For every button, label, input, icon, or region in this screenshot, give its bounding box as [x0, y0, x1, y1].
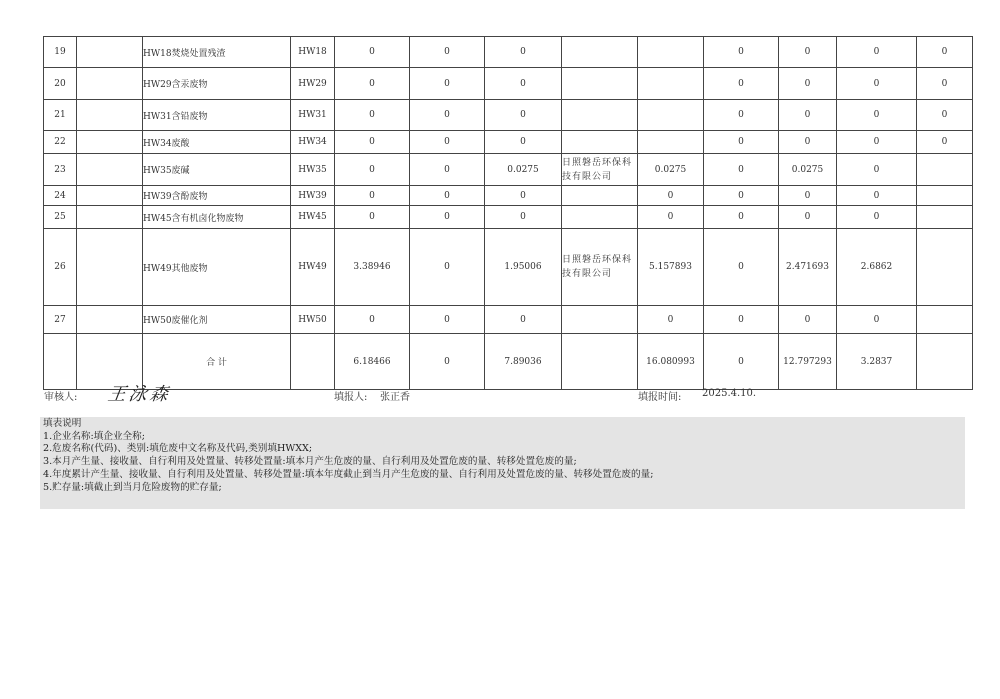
filler-label: 填报人:	[334, 392, 368, 403]
cell-value: 0	[485, 306, 562, 334]
cell-value: 0	[837, 131, 917, 154]
cell-value: 0	[410, 100, 485, 131]
row-number: 20	[44, 68, 77, 100]
cell-value: 0	[917, 37, 973, 68]
waste-code: HW35	[291, 154, 335, 186]
cell-value: 0	[779, 306, 837, 334]
cell-value: 0.0275	[779, 154, 837, 186]
instruction-item: 5.贮存量:填截止到当月危险废物的贮存量;	[43, 481, 222, 493]
waste-name: HW31含铅废物	[143, 100, 291, 131]
waste-code: HW39	[291, 186, 335, 206]
waste-name: HW29含汞废物	[143, 68, 291, 100]
total-value: 3.2837	[837, 334, 917, 390]
cell-value: 0	[917, 68, 973, 100]
cell-value: 0	[485, 131, 562, 154]
cell-value: 0	[779, 68, 837, 100]
cell-value: 0	[779, 131, 837, 154]
cell-value: 0	[335, 100, 410, 131]
cell-value: 0.0275	[485, 154, 562, 186]
waste-name: HW45含有机卤化物废物	[143, 206, 291, 229]
row-number: 24	[44, 186, 77, 206]
cell-value: 0	[485, 100, 562, 131]
cell-value: 0	[410, 206, 485, 229]
cell-value: 0	[335, 68, 410, 100]
row-number: 27	[44, 306, 77, 334]
disposal-unit	[562, 306, 638, 334]
cell-value: 0	[410, 306, 485, 334]
cell-value: 0	[410, 229, 485, 306]
row-number: 23	[44, 154, 77, 186]
cell-value: 0	[335, 37, 410, 68]
instruction-item: 2.危废名称(代码)、类别:填危废中文名称及代码,类别填HWXX;	[43, 443, 313, 455]
table-row	[44, 100, 973, 131]
cell-value: 0	[485, 186, 562, 206]
cell-value: 0	[837, 37, 917, 68]
cell-value: 0	[638, 186, 704, 206]
table-row	[44, 186, 973, 206]
cell-value: 5.157893	[638, 229, 704, 306]
cell-value: 0	[704, 154, 779, 186]
cell-value: 0	[335, 306, 410, 334]
waste-name: HW50废催化剂	[143, 306, 291, 334]
cell-value: 0	[837, 206, 917, 229]
total-value: 0	[410, 334, 485, 390]
total-value: 7.89036	[485, 334, 562, 390]
waste-code: HW31	[291, 100, 335, 131]
cell-value: 0	[779, 206, 837, 229]
cell-value: 0	[410, 37, 485, 68]
total-label: 合 计	[143, 334, 291, 390]
total-value: 6.18466	[335, 334, 410, 390]
waste-code: HW34	[291, 131, 335, 154]
waste-name: HW34废酸	[143, 131, 291, 154]
disposal-unit	[562, 131, 638, 154]
waste-table	[43, 36, 973, 390]
disposal-unit	[562, 186, 638, 206]
cell-value: 0	[410, 68, 485, 100]
total-value: 16.080993	[638, 334, 704, 390]
cell-value: 0	[704, 68, 779, 100]
cell-value: 0	[779, 100, 837, 131]
cell-value: 0	[485, 68, 562, 100]
cell-value: 0	[837, 306, 917, 334]
cell-value: 0	[704, 306, 779, 334]
cell-value: 0	[837, 186, 917, 206]
cell-value: 0	[335, 154, 410, 186]
disposal-unit	[562, 68, 638, 100]
cell-value: 0	[704, 37, 779, 68]
cell-value: 0	[837, 100, 917, 131]
cell-value: 0	[410, 154, 485, 186]
table-row	[44, 229, 973, 306]
cell-value: 0	[485, 37, 562, 68]
date-value: 2025.4.10.	[702, 388, 757, 399]
waste-code: HW29	[291, 68, 335, 100]
cell-value: 0	[410, 186, 485, 206]
row-number: 19	[44, 37, 77, 68]
cell-value: 0	[638, 306, 704, 334]
waste-name: HW18焚烧处置残渣	[143, 37, 291, 68]
disposal-unit: 日照磐岳环保科技有限公司	[562, 154, 638, 186]
cell-value: 0	[917, 131, 973, 154]
cell-value: 2.471693	[779, 229, 837, 306]
table-row	[44, 37, 973, 68]
date-label: 填报时间:	[638, 392, 682, 403]
table-row	[44, 154, 973, 186]
waste-code: HW45	[291, 206, 335, 229]
disposal-unit	[562, 100, 638, 131]
total-row	[44, 334, 973, 390]
cell-value: 0	[704, 186, 779, 206]
cell-value: 2.6862	[837, 229, 917, 306]
instruction-item: 1.企业名称:填企业全称;	[43, 430, 145, 442]
cell-value: 0	[335, 206, 410, 229]
cell-value: 0	[704, 229, 779, 306]
table-row	[44, 306, 973, 334]
waste-name: HW49其他废物	[143, 229, 291, 306]
row-number: 22	[44, 131, 77, 154]
waste-name: HW39含酚废物	[143, 186, 291, 206]
instructions-title: 填表说明	[43, 418, 82, 429]
cell-value: 0	[704, 100, 779, 131]
cell-value: 0	[779, 37, 837, 68]
cell-value: 0	[410, 131, 485, 154]
cell-value: 0	[917, 100, 973, 131]
table-row	[44, 131, 973, 154]
total-value: 0	[704, 334, 779, 390]
row-number: 26	[44, 229, 77, 306]
table-row	[44, 68, 973, 100]
cell-value: 0	[485, 206, 562, 229]
cell-value: 0	[335, 131, 410, 154]
waste-code: HW50	[291, 306, 335, 334]
disposal-unit	[562, 37, 638, 68]
filler-name: 张正香	[380, 392, 410, 403]
waste-code: HW18	[291, 37, 335, 68]
disposal-unit: 日照磐岳环保科技有限公司	[562, 229, 638, 306]
waste-code: HW49	[291, 229, 335, 306]
cell-value: 3.38946	[335, 229, 410, 306]
row-number: 21	[44, 100, 77, 131]
cell-value: 0	[837, 154, 917, 186]
waste-name: HW35废碱	[143, 154, 291, 186]
table-row	[44, 206, 973, 229]
total-value: 12.797293	[779, 334, 837, 390]
reviewer-label: 审核人:	[44, 392, 78, 403]
instruction-item: 4.年度累计产生量、接收量、自行利用及处置量、转移处置量:填本年度截止到当月产生危废的量、自行利用及处置危废的量、转移处置危废的量;	[43, 468, 654, 480]
cell-value: 1.95006	[485, 229, 562, 306]
instruction-item: 3.本月产生量、接收量、自行利用及处置量、转移处置量:填本月产生危废的量、自行利用及处置危废的量、转移处置危废的量;	[43, 456, 577, 468]
reviewer-signature: 王泳森	[106, 384, 173, 405]
cell-value: 0	[704, 206, 779, 229]
cell-value: 0	[638, 206, 704, 229]
cell-value: 0	[335, 186, 410, 206]
cell-value: 0.0275	[638, 154, 704, 186]
cell-value: 0	[704, 131, 779, 154]
form-instructions	[40, 417, 965, 509]
cell-value: 0	[779, 186, 837, 206]
row-number: 25	[44, 206, 77, 229]
cell-value: 0	[837, 68, 917, 100]
disposal-unit	[562, 206, 638, 229]
